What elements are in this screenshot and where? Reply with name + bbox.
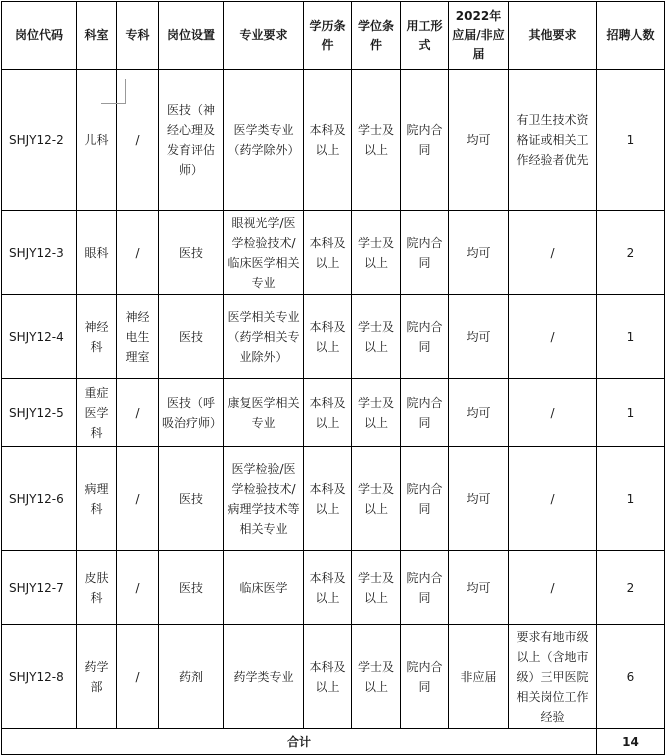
cell-position: 医技: [159, 211, 224, 295]
cell-position: 药剂: [159, 625, 224, 729]
cell-graduate: 均可: [449, 295, 509, 379]
cell-dept: 儿科: [77, 70, 117, 211]
cell-count: 2: [597, 211, 665, 295]
recruitment-table: [1, 1, 665, 755]
cell-major: 临床医学: [224, 551, 304, 625]
cell-employment: 院内合同: [401, 295, 449, 379]
header-position: 岗位设置: [159, 2, 224, 70]
cell-count: 1: [597, 379, 665, 447]
cell-specialty: /: [117, 551, 159, 625]
cell-count: 2: [597, 551, 665, 625]
cell-major: 医学类专业（药学除外）: [224, 70, 304, 211]
cell-count: 1: [597, 447, 665, 551]
cell-code: SHJY12-8: [2, 625, 77, 729]
cell-count: 6: [597, 625, 665, 729]
header-degree: 学位条件: [352, 2, 401, 70]
total-count: 14: [597, 729, 665, 755]
cell-other: 有卫生技术资格证或相关工作经验者优先: [509, 70, 597, 211]
cell-position: 医技: [159, 295, 224, 379]
corner-mark: [101, 79, 126, 104]
cell-employment: 院内合同: [401, 625, 449, 729]
cell-degree: 学士及以上: [352, 625, 401, 729]
cell-degree: 学士及以上: [352, 551, 401, 625]
cell-education: 本科及以上: [304, 70, 352, 211]
header-code: 岗位代码: [2, 2, 77, 70]
cell-major: 医学检验/医学检验技术/病理学技术等相关专业: [224, 447, 304, 551]
cell-education: 本科及以上: [304, 447, 352, 551]
cell-position: 医技（呼吸治疗师）: [159, 379, 224, 447]
cell-major: 医学相关专业（药学相关专业除外）: [224, 295, 304, 379]
cell-specialty: /: [117, 447, 159, 551]
cell-position: 医技（神经心理及发育评估师）: [159, 70, 224, 211]
table-row: [2, 447, 665, 551]
header-specialty: 专科: [117, 2, 159, 70]
cell-code: SHJY12-3: [2, 211, 77, 295]
cell-position: 医技: [159, 447, 224, 551]
cell-graduate: 均可: [449, 379, 509, 447]
cell-education: 本科及以上: [304, 211, 352, 295]
cell-degree: 学士及以上: [352, 211, 401, 295]
cell-other: 要求有地市级以上（含地市级）三甲医院相关岗位工作经验: [509, 625, 597, 729]
header-row: [2, 2, 665, 70]
cell-major: 康复医学相关专业: [224, 379, 304, 447]
cell-other: /: [509, 295, 597, 379]
cell-dept: 重症医学科: [77, 379, 117, 447]
cell-major: 眼视光学/医学检验技术/临床医学相关专业: [224, 211, 304, 295]
header-education: 学历条件: [304, 2, 352, 70]
cell-employment: 院内合同: [401, 551, 449, 625]
cell-specialty: /: [117, 211, 159, 295]
cell-employment: 院内合同: [401, 70, 449, 211]
cell-code: SHJY12-5: [2, 379, 77, 447]
cell-major: 药学类专业: [224, 625, 304, 729]
cell-count: 1: [597, 295, 665, 379]
cell-other: /: [509, 447, 597, 551]
header-graduate: 2022年应届/非应届: [449, 2, 509, 70]
cell-degree: 学士及以上: [352, 70, 401, 211]
cell-other: /: [509, 551, 597, 625]
cell-other: /: [509, 379, 597, 447]
cell-code: SHJY12-6: [2, 447, 77, 551]
cell-graduate: 非应届: [449, 625, 509, 729]
header-other: 其他要求: [509, 2, 597, 70]
cell-graduate: 均可: [449, 551, 509, 625]
cell-specialty: /: [117, 379, 159, 447]
cell-education: 本科及以上: [304, 551, 352, 625]
cell-education: 本科及以上: [304, 625, 352, 729]
cell-dept: 神经科: [77, 295, 117, 379]
cell-dept: 药学部: [77, 625, 117, 729]
cell-education: 本科及以上: [304, 379, 352, 447]
cell-graduate: 均可: [449, 447, 509, 551]
cell-degree: 学士及以上: [352, 447, 401, 551]
table-row: [2, 211, 665, 295]
cell-specialty: /: [117, 625, 159, 729]
header-count: 招聘人数: [597, 2, 665, 70]
cell-graduate: 均可: [449, 70, 509, 211]
cell-dept: 病理科: [77, 447, 117, 551]
cell-degree: 学士及以上: [352, 379, 401, 447]
cell-employment: 院内合同: [401, 379, 449, 447]
cell-code: SHJY12-4: [2, 295, 77, 379]
cell-specialty: /: [117, 70, 159, 211]
cell-code: SHJY12-7: [2, 551, 77, 625]
header-employment: 用工形式: [401, 2, 449, 70]
table-row: [2, 625, 665, 729]
cell-position: 医技: [159, 551, 224, 625]
total-label: 合计: [2, 729, 597, 755]
cell-education: 本科及以上: [304, 295, 352, 379]
header-major: 专业要求: [224, 2, 304, 70]
cell-dept: 眼科: [77, 211, 117, 295]
table-row: [2, 379, 665, 447]
cell-other: /: [509, 211, 597, 295]
cell-specialty: 神经电生理室: [117, 295, 159, 379]
header-dept: 科室: [77, 2, 117, 70]
cell-dept: 皮肤科: [77, 551, 117, 625]
cell-employment: 院内合同: [401, 447, 449, 551]
cell-code: SHJY12-2: [2, 70, 77, 211]
cell-degree: 学士及以上: [352, 295, 401, 379]
total-row: [2, 729, 665, 755]
cell-employment: 院内合同: [401, 211, 449, 295]
table-row: [2, 551, 665, 625]
cell-count: 1: [597, 70, 665, 211]
table-row: [2, 295, 665, 379]
cell-graduate: 均可: [449, 211, 509, 295]
